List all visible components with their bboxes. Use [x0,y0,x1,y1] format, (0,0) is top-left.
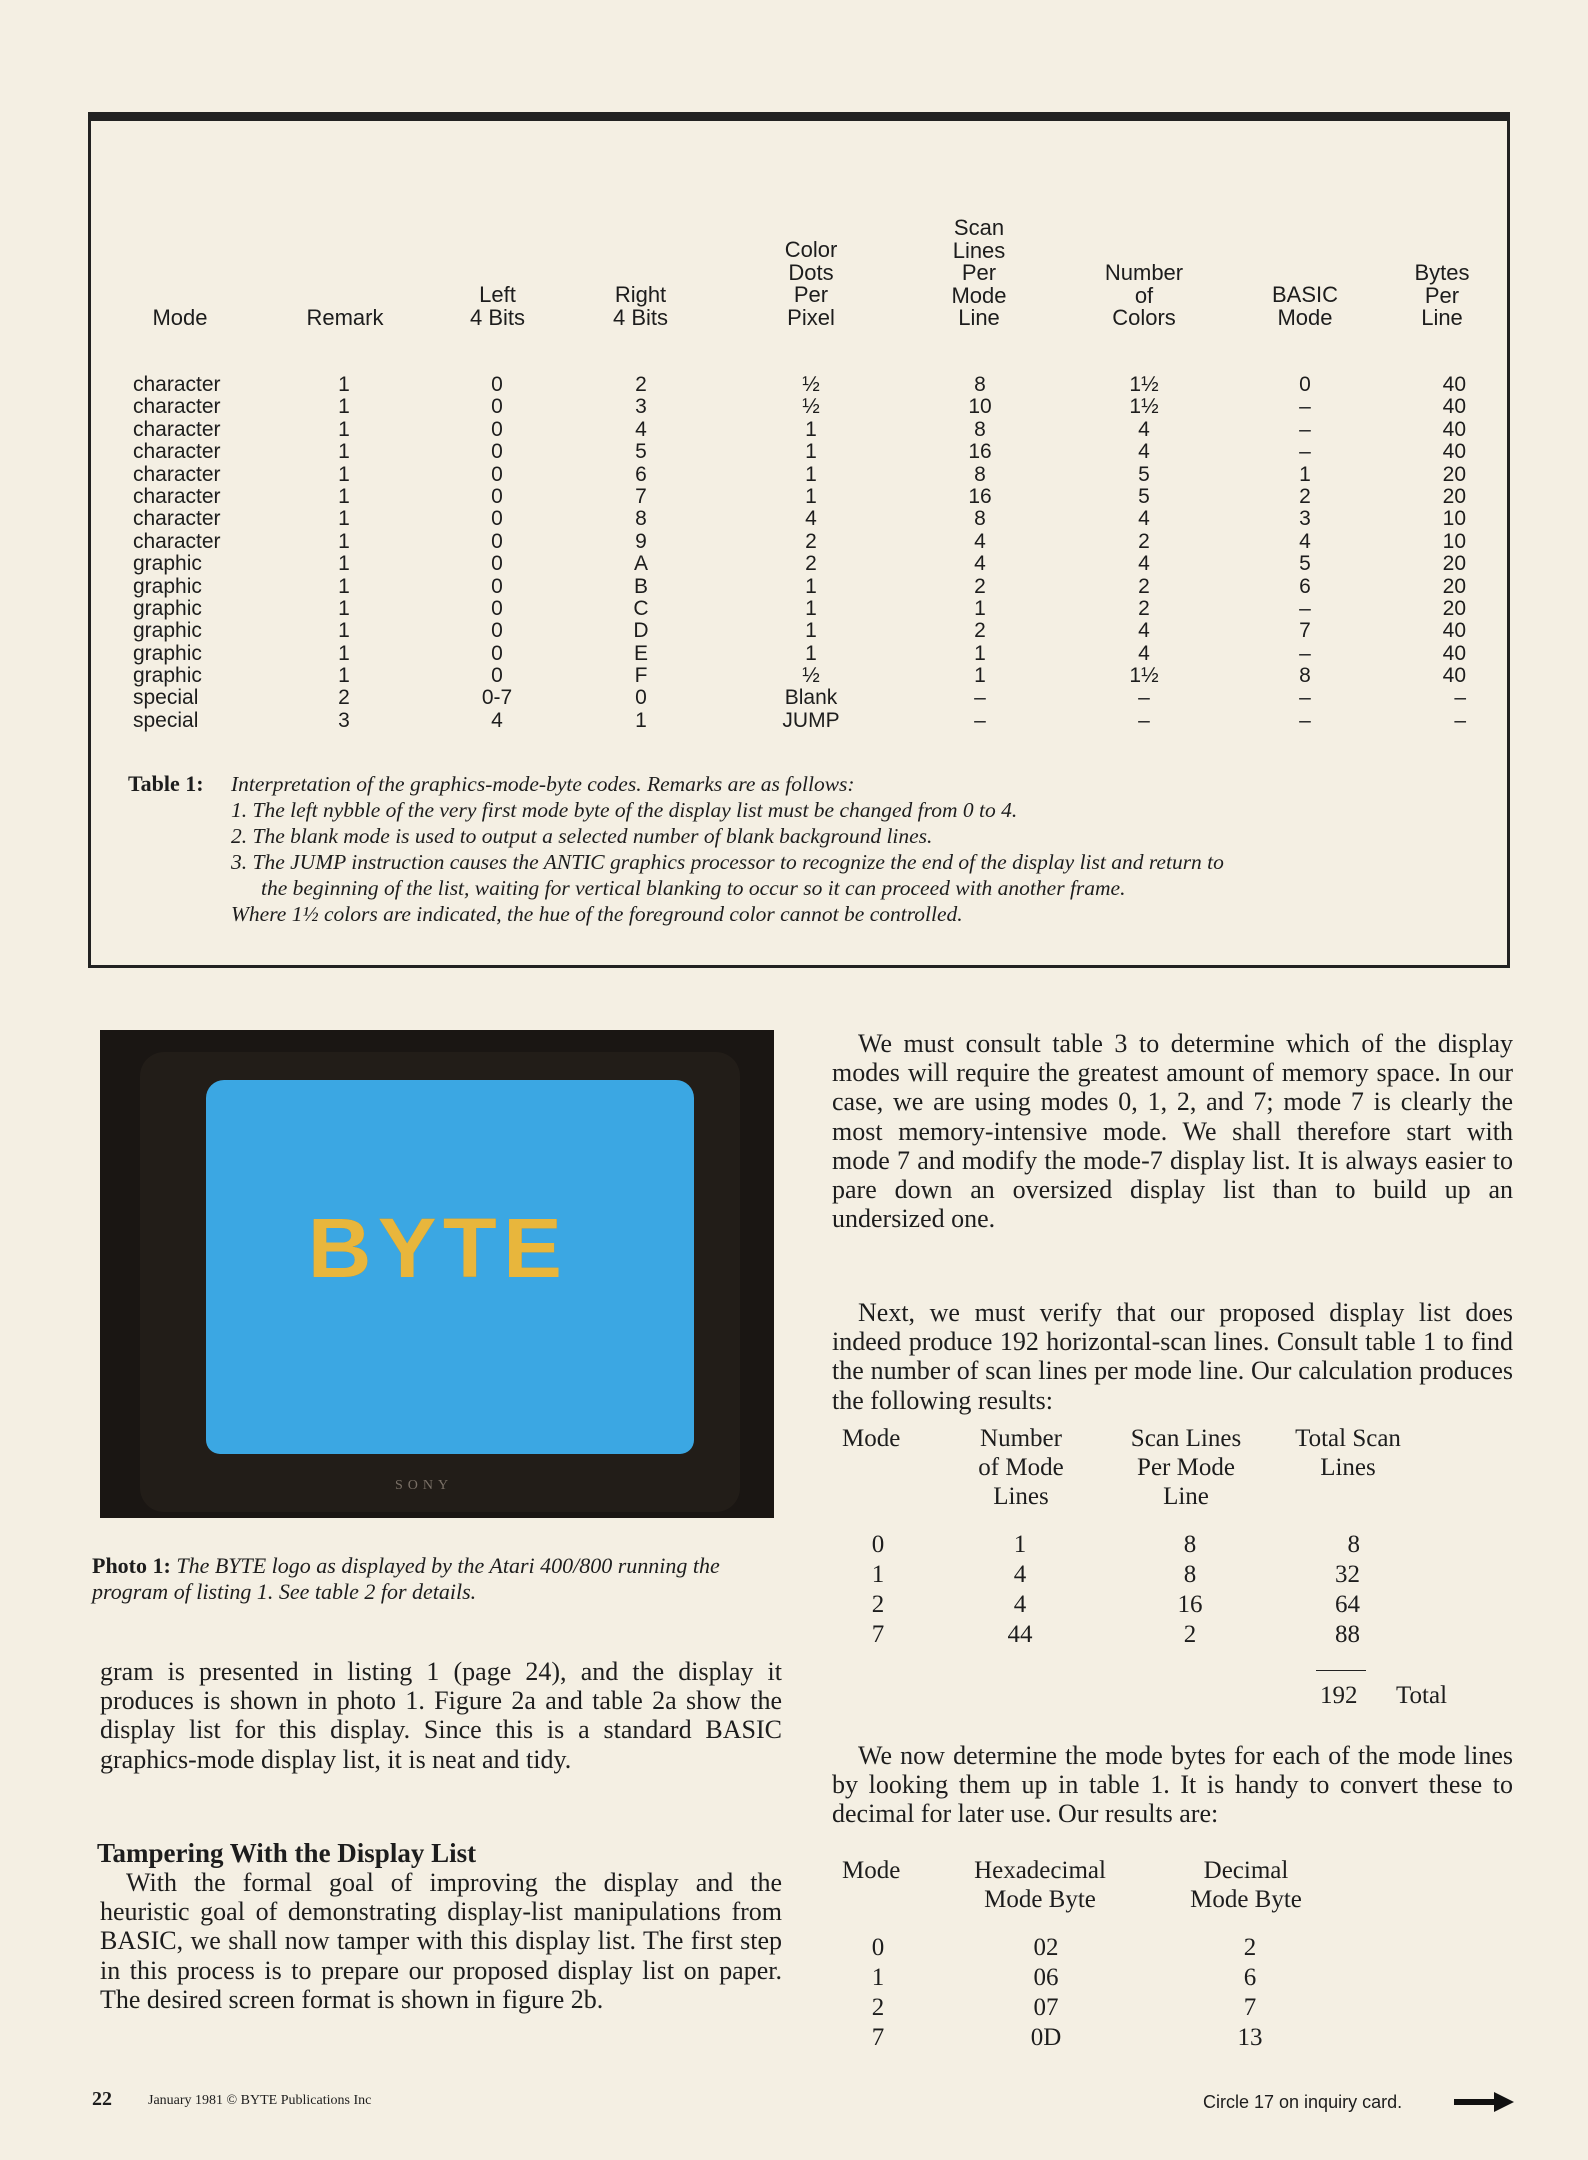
column-scan-lines-cell: 16 [968,484,992,508]
calc-column-scan-cell: 16 [1177,1591,1203,1618]
column-basic-mode-cell: – [1299,641,1311,665]
calc-column-number [1000,1530,1040,1650]
column-scan-lines-cell: 2 [974,619,986,643]
left-para-1: gram is presented in listing 1 (page 24), and the display it produces is shown in photo 1. Figure 2a and table 2a show the display list for this display. Since this is a standard BASIC graphics-mode display list, it is neat and tidy. [100,1657,782,1774]
column-remark-cell: 1 [338,507,350,531]
byte-logo: BYTE [307,1201,569,1295]
column-number-of-colors-cell: 1½ [1129,395,1159,419]
column-remark-cell: 1 [338,664,350,688]
column-mode-cell: graphic [133,552,202,576]
column-basic-mode-cell: – [1299,395,1311,419]
column-color-dots-cell: 1 [805,462,817,486]
column-bytes-per-line-cell: – [1454,686,1466,710]
header-color-dots: Color Dots Per Pixel [784,237,838,330]
column-scan-lines-cell: 8 [974,507,986,531]
column-scan-lines-cell: 16 [968,440,992,464]
column-right-4-bits-cell: 4 [635,417,647,441]
column-color-dots-cell: ½ [802,395,820,419]
column-scan-lines-cell: 10 [968,395,992,419]
column-color-dots-cell: 1 [805,440,817,464]
column-bytes-per-line-cell: 40 [1442,641,1466,665]
calc-column-mode-cell: 1 [871,1561,885,1588]
column-color-dots-cell: 2 [805,552,817,576]
calc-column-number-cell: 1 [1013,1531,1027,1558]
column-color-dots-cell: 1 [805,574,817,598]
calc-column-number-cell: 44 [1007,1621,1033,1648]
calc-column-total-cell: 8 [1347,1531,1360,1558]
column-left-4-bits [476,374,518,732]
column-number-of-colors-cell: 2 [1138,574,1150,598]
column-remark-cell: 1 [338,574,350,598]
calc-header-number: Number of Mode Lines [978,1425,1064,1510]
byte-column-dec-cell: 7 [1243,1994,1257,2021]
table-1-caption-line-3: 2. The blank mode is used to output a selected number of blank background lines. [231,824,933,848]
column-scan-lines-cell: – [974,686,986,710]
byte-column-dec-cell: 6 [1243,1964,1257,1991]
column-scan-lines-cell: 4 [974,529,986,553]
column-mode-cell: character [133,484,221,508]
column-basic-mode-cell: 0 [1299,373,1311,396]
column-remark-cell: 1 [338,373,350,396]
table-1-caption-line-2: 1. The left nybble of the very first mode byte of the display list must be changed from 0 to 4. [231,798,1018,822]
column-color-dots-cell: 1 [805,417,817,441]
column-mode-cell: graphic [133,619,202,643]
column-color-dots-cell: ½ [802,664,820,688]
column-left-4-bits-cell: 0 [491,395,503,419]
header-remark: Remark [306,305,384,330]
header-basic-mode: BASIC Mode [1271,282,1339,330]
column-mode [133,374,243,732]
column-remark-cell: 2 [338,686,350,710]
column-color-dots-cell: 1 [805,619,817,643]
column-mode-cell: graphic [133,664,202,688]
column-left-4-bits-cell: 0 [491,641,503,665]
column-remark-cell: 1 [338,417,350,441]
column-color-dots-cell: JUMP [782,708,840,732]
calc-sum: 192 [1320,1682,1358,1709]
byte-column-dec [1230,1933,1270,2053]
column-color-dots-cell: 1 [805,641,817,665]
column-remark [329,374,359,732]
tv-brand: SONY [395,1478,454,1493]
column-remark-cell: 1 [338,641,350,665]
column-right-4-bits-cell: A [633,552,648,576]
column-bytes-per-line-cell: – [1454,708,1466,732]
calc-column-scan-cell: 8 [1183,1561,1197,1588]
table-1-caption-line-1: Interpretation of the graphics-mode-byte codes. Remarks are as follows: [231,772,855,796]
column-bytes-per-line-cell: 20 [1442,462,1466,486]
column-right-4-bits-cell: 5 [635,440,647,464]
column-scan-lines-cell: 2 [974,574,986,598]
photo-caption [92,1553,782,1605]
byte-column-mode [868,1933,888,2053]
calc-header-total: Total Scan Lines [1295,1425,1401,1481]
column-number-of-colors [1114,374,1174,732]
column-bytes-per-line-cell: 40 [1442,417,1466,441]
column-left-4-bits-cell: 0 [491,417,503,441]
column-bytes-per-line-cell: 20 [1442,552,1466,576]
column-left-4-bits-cell: 4 [491,708,503,732]
photo-byte-logo [100,1030,774,1518]
column-left-4-bits-cell: 0 [491,373,503,396]
column-number-of-colors-cell: 5 [1138,462,1150,486]
byte-column-hex-cell: 07 [1033,1994,1059,2021]
column-remark-cell: 1 [338,529,350,553]
column-mode-cell: graphic [133,596,202,620]
column-right-4-bits-cell: 0 [635,686,647,710]
column-scan-lines-cell: 8 [974,373,986,396]
column-left-4-bits-cell: 0 [491,462,503,486]
column-bytes-per-line [1418,374,1466,732]
column-number-of-colors-cell: 2 [1138,529,1150,553]
column-right-4-bits-cell: F [634,664,648,688]
header-bytes-per-line: Bytes Per Line [1414,260,1470,330]
column-mode-cell: character [133,417,221,441]
column-mode-cell: character [133,462,221,486]
table-1-caption-line-6: Where 1½ colors are indicated, the hue of the foreground color cannot be controlled. [231,902,963,926]
calc-sum-rule [1316,1670,1366,1671]
column-color-dots-cell: Blank [784,686,838,710]
calc-column-number-cell: 4 [1013,1561,1027,1588]
column-number-of-colors-cell: 5 [1138,484,1150,508]
header-right-4-bits: Right 4 Bits [612,282,669,330]
column-left-4-bits-cell: 0 [491,484,503,508]
column-left-4-bits-cell: 0 [491,552,503,576]
byte-column-mode-cell: 1 [871,1964,885,1991]
calc-column-total-cell: 64 [1335,1591,1360,1618]
photo-caption-label: Photo 1: [92,1553,171,1578]
calc-column-total-cell: 88 [1335,1621,1360,1648]
column-left-4-bits-cell: 0 [491,596,503,620]
calc-column-mode-cell: 7 [871,1621,885,1648]
column-bytes-per-line-cell: 20 [1442,596,1466,620]
column-color-dots [766,374,856,732]
column-scan-lines [950,374,1010,732]
byte-column-mode-cell: 0 [871,1934,885,1961]
column-color-dots-cell: 2 [805,529,817,553]
page-number: 22 [92,2088,112,2110]
column-right-4-bits-cell: 8 [635,507,647,531]
column-bytes-per-line-cell: 20 [1442,484,1466,508]
column-number-of-colors-cell: – [1138,708,1150,732]
column-remark-cell: 1 [338,596,350,620]
column-right-4-bits-cell: E [633,641,648,665]
column-left-4-bits-cell: 0-7 [481,686,513,710]
column-right-4-bits-cell: D [633,619,649,643]
column-right-4-bits-cell: 6 [635,462,647,486]
inquiry-text: Circle 17 on inquiry card. [1203,2092,1403,2112]
column-mode-cell: character [133,529,221,553]
calc-column-scan-cell: 8 [1183,1531,1197,1558]
column-number-of-colors-cell: 2 [1138,596,1150,620]
column-basic-mode-cell: – [1299,708,1311,732]
column-bytes-per-line-cell: 40 [1442,619,1466,643]
byte-column-hex-cell: 06 [1033,1964,1059,1991]
header-mode: Mode [152,305,208,330]
column-number-of-colors-cell: 4 [1138,417,1150,441]
column-remark-cell: 1 [338,552,350,576]
issue-line: January 1981 © BYTE Publications Inc [148,2093,372,2108]
column-mode-cell: special [133,686,199,710]
column-mode-cell: graphic [133,574,202,598]
column-basic-mode-cell: 5 [1299,552,1311,576]
column-mode-cell: character [133,507,221,531]
column-basic-mode-cell: – [1299,440,1311,464]
table-1-caption-label: Table 1: [128,771,204,796]
byte-column-hex-cell: 02 [1033,1934,1059,1961]
column-left-4-bits-cell: 0 [491,440,503,464]
column-left-4-bits-cell: 0 [491,507,503,531]
right-para-1: We must consult table 3 to determine which of the display modes will require the greatest amount of memory space. In our case, we are using modes 0, 1, 2, and 7; mode 7 is clearly the most memory-intensive mode. We shall therefore start with mode 7 and modify the mode-7 display list. It is always easier to pare down an oversized display list than to build up an undersized one. [832,1029,1513,1234]
column-left-4-bits-cell: 0 [491,664,503,688]
byte-header-dec: Decimal Mode Byte [1190,1857,1302,1913]
left-para-2: With the formal goal of improving the display and the heuristic goal of demonstrating display-list manipulations from BASIC, we shall now tamper with this display list. The first step in this process is to prepare our proposed display list on paper. The desired screen format is shown in figure 2b. [100,1868,782,2014]
column-color-dots-cell: 1 [805,484,817,508]
column-mode-cell: character [133,440,221,464]
byte-column-mode-cell: 2 [871,1994,885,2021]
column-color-dots-cell: ½ [802,373,820,396]
column-scan-lines-cell: 1 [974,641,986,665]
column-right-4-bits-cell: C [633,596,649,620]
column-number-of-colors-cell: 4 [1138,619,1150,643]
calc-column-mode [868,1530,888,1650]
column-mode-cell: character [133,395,221,419]
column-left-4-bits-cell: 0 [491,619,503,643]
calc-column-number-cell: 4 [1013,1591,1027,1618]
column-number-of-colors-cell: 4 [1138,641,1150,665]
section-heading: Tampering With the Display List [97,1838,477,1868]
calc-column-scan [1170,1530,1210,1650]
column-basic-mode-cell: 8 [1299,664,1311,688]
column-number-of-colors-cell: 4 [1138,552,1150,576]
calc-column-mode-cell: 2 [871,1591,885,1618]
column-bytes-per-line-cell: 10 [1442,529,1466,553]
column-mode-cell: character [133,373,221,396]
column-basic-mode-cell: 4 [1299,529,1311,553]
column-mode-cell: special [133,708,199,732]
column-scan-lines-cell: 4 [974,552,986,576]
byte-column-hex-cell: 0D [1030,2024,1062,2051]
column-basic-mode [1290,374,1320,732]
byte-column-hex [1026,1933,1066,2053]
calc-header-scan: Scan Lines Per Mode Line [1130,1425,1242,1510]
header-scan-lines: Scan Lines Per Mode Line [951,215,1007,330]
byte-column-mode-cell: 7 [871,2024,885,2051]
column-basic-mode-cell: 7 [1299,619,1311,643]
table-1-caption-line-5: the beginning of the list, waiting for vertical blanking to occur so it can proceed with another frame. [261,876,1126,900]
column-remark-cell: 1 [338,462,350,486]
column-left-4-bits-cell: 0 [491,574,503,598]
column-bytes-per-line-cell: 10 [1442,507,1466,531]
column-right-4-bits-cell: B [633,574,648,598]
photo-caption-text: The BYTE logo as displayed by the Atari 400/800 running the program of listing 1. See table 2 for details. [92,1553,720,1604]
column-number-of-colors-cell: 4 [1138,440,1150,464]
column-scan-lines-cell: 8 [974,462,986,486]
column-right-4-bits-cell: 7 [635,484,647,508]
column-remark-cell: 3 [338,708,350,732]
calc-column-total-cell: 32 [1335,1561,1360,1588]
column-basic-mode-cell: 3 [1299,507,1311,531]
column-right-4-bits-cell: 9 [635,529,647,553]
column-bytes-per-line-cell: 40 [1442,373,1466,396]
column-right-4-bits-cell: 2 [635,373,647,396]
column-basic-mode-cell: 2 [1299,484,1311,508]
column-bytes-per-line-cell: 40 [1442,440,1466,464]
column-bytes-per-line-cell: 40 [1442,664,1466,688]
column-remark-cell: 1 [338,619,350,643]
byte-column-dec-cell: 13 [1237,2024,1263,2051]
column-color-dots-cell: 4 [805,507,817,531]
column-scan-lines-cell: 1 [974,664,986,688]
column-remark-cell: 1 [338,395,350,419]
column-number-of-colors-cell: – [1138,686,1150,710]
column-number-of-colors-cell: 1½ [1129,664,1159,688]
calc-column-scan-cell: 2 [1183,1621,1197,1648]
column-left-4-bits-cell: 0 [491,529,503,553]
column-right-4-bits-cell: 3 [635,395,647,419]
calc-column-total [1310,1530,1360,1650]
column-bytes-per-line-cell: 20 [1442,574,1466,598]
column-basic-mode-cell: 1 [1299,462,1311,486]
calc-header-mode: Mode [842,1425,901,1452]
byte-header-hex: Hexadecimal Mode Byte [974,1857,1106,1913]
right-para-3: We now determine the mode bytes for each of the mode lines by looking them up in table 1. It is handy to convert these to decimal for later use. Our results are: [832,1741,1513,1829]
header-number-of-colors: Number of Colors [1104,260,1184,330]
column-basic-mode-cell: – [1299,596,1311,620]
column-color-dots-cell: 1 [805,596,817,620]
byte-column-dec-cell: 2 [1243,1934,1257,1961]
column-mode-cell: graphic [133,641,202,665]
header-left-4-bits: Left 4 Bits [469,282,526,330]
column-number-of-colors-cell: 4 [1138,507,1150,531]
column-remark-cell: 1 [338,484,350,508]
column-scan-lines-cell: 8 [974,417,986,441]
column-basic-mode-cell: – [1299,686,1311,710]
calc-sum-label: Total [1396,1682,1448,1709]
column-number-of-colors-cell: 1½ [1129,373,1159,396]
column-scan-lines-cell: 1 [974,596,986,620]
arrow-right-icon [1454,2090,1516,2114]
column-scan-lines-cell: – [974,708,986,732]
table-1-caption-line-4: 3. The JUMP instruction causes the ANTIC graphics processor to recognize the end of the display list and return to [231,850,1224,874]
right-para-2: Next, we must verify that our proposed display list does indeed produce 192 horizontal-scan lines. Consult table 1 to find the number of scan lines per mode line. Our calculation produces the following results: [832,1298,1513,1415]
calc-column-mode-cell: 0 [871,1531,885,1558]
column-right-4-bits-cell: 1 [635,708,647,732]
byte-header-mode: Mode [842,1857,901,1884]
column-basic-mode-cell: 6 [1299,574,1311,598]
column-basic-mode-cell: – [1299,417,1311,441]
column-right-4-bits [626,374,656,732]
column-remark-cell: 1 [338,440,350,464]
column-bytes-per-line-cell: 40 [1442,395,1466,419]
